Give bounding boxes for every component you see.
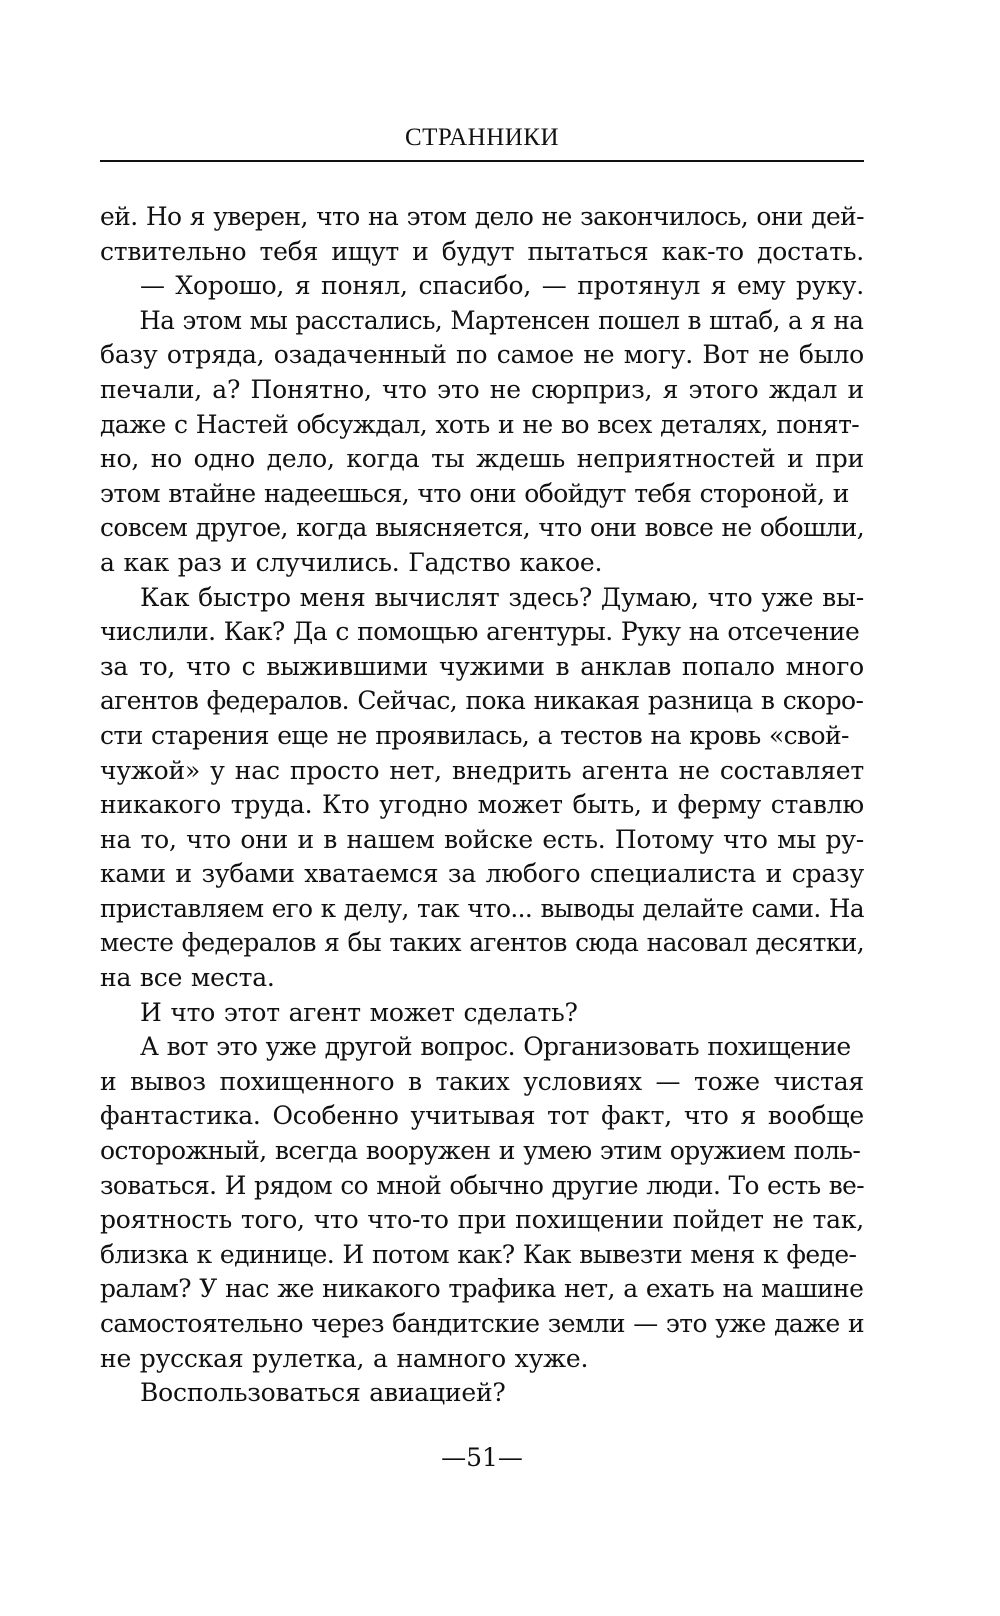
text-line: самостоятельно через бандитские земли — это уже даже и (100, 1309, 864, 1338)
running-head: СТРАННИКИ (404, 124, 560, 151)
text-line: месте федералов я бы таких агентов сюда насовал десятки, (100, 928, 864, 958)
text-line: ей. Но я уверен, что на этом дело не закончилось, они дей- (100, 202, 864, 231)
page-number: —51— (441, 1443, 523, 1472)
body-text (100, 200, 864, 1411)
text-line: печали, а? Понятно, что это не сюрприз, я этого ждал и (100, 374, 864, 404)
text-line: ралам? У нас же никакого трафика нет, а ехать на машине (100, 1274, 864, 1304)
text-line: фантастика. Особенно учитывая тот факт, что я вообще (100, 1101, 864, 1131)
text-line: за то, что с выжившими чужими в анклав попало много (100, 651, 864, 681)
text-line: на то, что они и в нашем войске есть. Потому что мы ру- (100, 824, 864, 854)
text-line: числили. Как? Да с помощью агентуры. Руку на отсечение (100, 617, 860, 647)
text-line: роятность того, что что-то при похищении пойдет не так, (100, 1205, 864, 1235)
text-line: На этом мы расстались, Мартенсен пошел в штаб, а я на (139, 305, 864, 335)
text-line: никакого труда. Кто угодно может быть, и ферму ставлю (100, 790, 864, 820)
text-line: даже с Настей обсуждал, хоть и не во всех деталях, понят- (100, 409, 860, 439)
text-line: на все места. (100, 963, 275, 993)
text-line: — Хорошо, я понял, спасибо, — протянул я ему руку. (140, 271, 864, 301)
text-line: Как быстро меня вычислят здесь? Думаю, что уже вы- (140, 582, 864, 612)
text-line: осторожный, всегда вооружен и умею этим оружием поль- (100, 1136, 861, 1166)
text-line: ками и зубами хватаемся за любого специалиста и сразу (100, 859, 864, 889)
text-line: чужой» у нас просто нет, внедрить агента не составляет (100, 755, 864, 785)
text-line: И что этот агент может сделать? (140, 997, 578, 1027)
text-line: агентов федералов. Сейчас, пока никакая разница в скоро- (100, 686, 864, 716)
text-line: этом втайне надеешься, что они обойдут тебя стороной, и (100, 478, 849, 508)
text-line: Воспользоваться авиацией? (140, 1378, 506, 1408)
text-line: базу отряда, озадаченный по самое не могу. Вот не было (100, 340, 864, 370)
text-line: зоваться. И рядом со мной обычно другие люди. То есть ве- (100, 1170, 864, 1200)
text-line: а как раз и случились. Гадство какое. (100, 547, 603, 577)
text-line: приставляем его к делу, так что... выводы делайте сами. На (100, 893, 864, 923)
text-line: А вот это уже другой вопрос. Организовать похищение (140, 1032, 851, 1062)
text-line: и вывоз похищенного в таких условиях — тоже чистая (100, 1066, 864, 1096)
text-line: совсем другое, когда выясняется, что они вовсе не обошли, (100, 513, 864, 543)
text-line: но, но одно дело, когда ты ждешь неприятностей и при (100, 444, 864, 474)
text-line: не русская рулетка, а намного хуже. (100, 1343, 589, 1373)
text-line: близка к единице. И потом как? Как вывезти меня к феде- (100, 1239, 857, 1269)
text-line: ствительно тебя ищут и будут пытаться как-то достать. (100, 236, 864, 266)
header-rule (100, 160, 864, 162)
text-line: сти старения еще не проявилась, а тестов на кровь «свой- (100, 720, 849, 750)
